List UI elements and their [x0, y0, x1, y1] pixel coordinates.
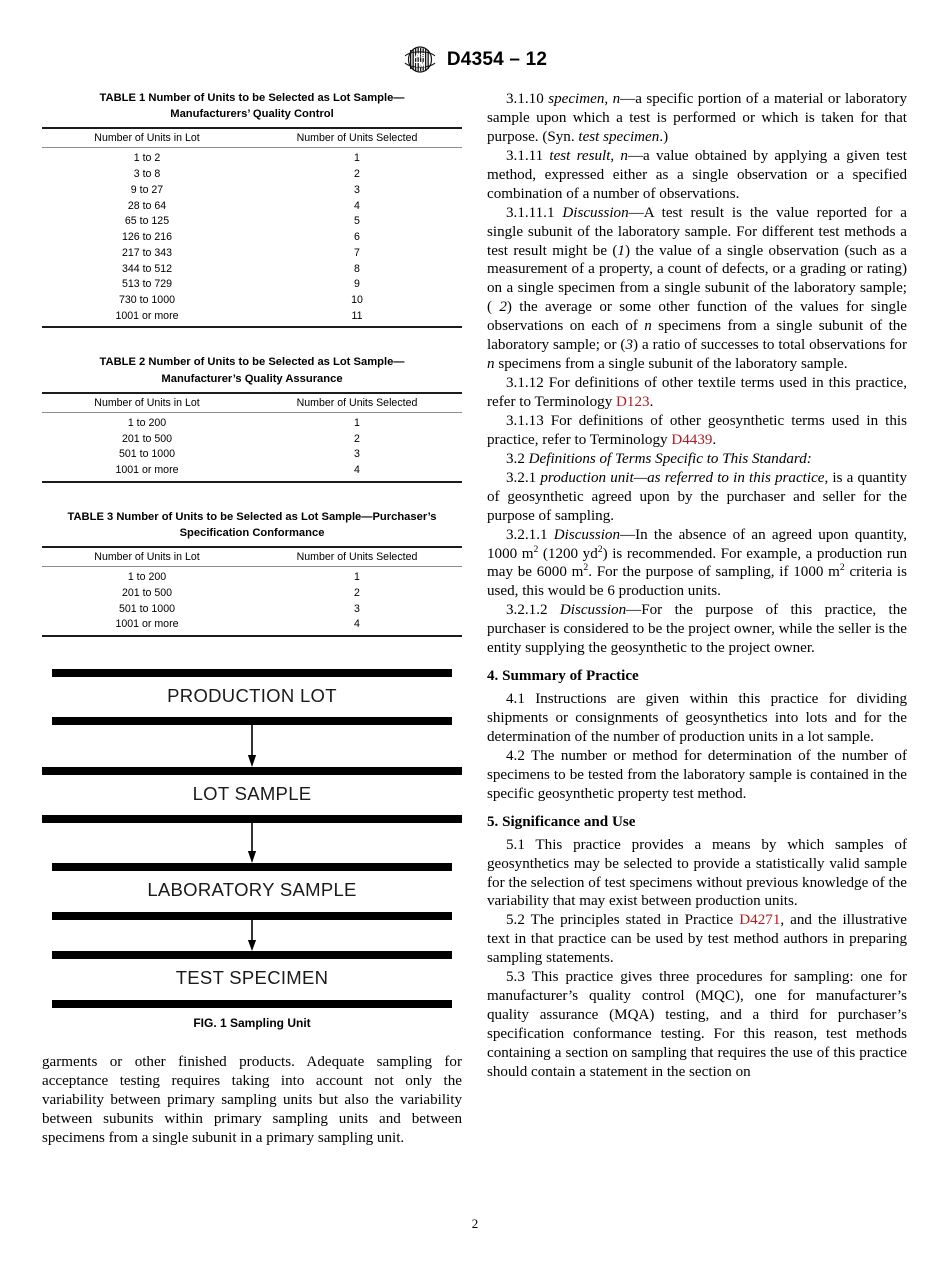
link-d123[interactable]: D123 [616, 394, 650, 410]
term-specimen: specimen, n [548, 91, 621, 107]
cell-units-in-lot: 3 to 8 [133, 168, 161, 181]
figure-1-caption: FIG. 1 Sampling Unit [193, 1015, 311, 1030]
cell-units-in-lot: 1001 or more [115, 618, 179, 631]
term-production-unit: production unit—as referred to in this practice [540, 469, 825, 486]
stage-label-test-specimen: TEST SPECIMEN [175, 966, 329, 988]
left-column [42, 90, 462, 1030]
discussion-text-c: ) is recommended. For example, a production run may be 6000 m [487, 545, 908, 581]
cell-units-selected: 1 [354, 571, 360, 584]
clause-text-b: . [649, 394, 654, 410]
table-3-block [42, 509, 462, 637]
left-column-continuation [42, 1053, 462, 1148]
clause-number: 3.1.11.1 [506, 204, 555, 221]
table-row [42, 230, 462, 246]
table-row [42, 199, 462, 215]
stage-bar-test-specimen-top [52, 951, 452, 959]
table-row [42, 293, 462, 309]
cell-units-in-lot: 344 to 512 [121, 262, 173, 275]
table-row [42, 617, 462, 636]
table-1-block [42, 90, 462, 328]
cell-units-selected: 2 [354, 432, 360, 445]
figure-1-block [42, 663, 462, 1030]
cell-units-in-lot: 1 to 200 [127, 416, 167, 429]
cell-units-selected: 1 [354, 416, 360, 429]
cell-units-in-lot: 217 to 343 [121, 246, 173, 259]
stage-bar-production-lot-top [52, 669, 452, 677]
column-header-units-selected: Number of Units Selected [252, 393, 462, 413]
cell-units-in-lot: 1 to 200 [127, 571, 167, 584]
table-header-row [42, 393, 462, 413]
table-row [42, 447, 462, 463]
cell-units-selected: 6 [354, 231, 360, 244]
paragraph-5-2 [487, 911, 907, 968]
cell-units-selected: 3 [354, 448, 360, 461]
paragraph-4-1 [487, 690, 907, 747]
section-title-definitions: Definitions of Terms Specific to This Standard: [528, 450, 812, 467]
clause-number: 3.2 [506, 450, 525, 467]
enum-3: 3 [625, 337, 634, 354]
discussion-text-b: ) the value of a single observation (such as a measurement of a property, a count of defects, or a grading or rating) on a single specimen from a single subunit of the laboratory sample; ( [487, 242, 907, 316]
superscript-square-1: 2 [533, 543, 539, 555]
table-row [42, 601, 462, 617]
continuation-paragraph: garments or other finished products. Adequate sampling for acceptance testing requires taking into account not only the variability between primary sampling units but also the variability between subunits within primary sampling units and between specimens from a single subunit in a primary sampling unit. [42, 1054, 462, 1146]
stage-bar-test-specimen-bottom [52, 1000, 452, 1008]
table-row [42, 277, 462, 293]
column-header-units-selected: Number of Units Selected [252, 128, 462, 148]
variable-n-2: n [487, 356, 495, 373]
paragraph-3-2 [487, 450, 907, 469]
clause-number: 3.2.1.2 [506, 602, 548, 619]
cell-units-in-lot: 201 to 500 [121, 432, 173, 445]
column-header-units-in-lot: Number of Units in Lot [42, 547, 252, 567]
page-header [0, 46, 950, 73]
table-row [42, 246, 462, 262]
definition-tail: .) [659, 128, 669, 145]
definition-text: —a specific portion of a material or laboratory sample upon which a test is performed or which is taken for that purpose. (Syn. [487, 91, 907, 145]
cell-units-selected: 9 [354, 278, 360, 291]
stage-bar-lot-sample-bottom [42, 815, 462, 823]
cell-units-in-lot: 126 to 216 [121, 231, 173, 244]
paragraph-3-1-11-1 [487, 204, 907, 374]
cell-units-selected: 4 [354, 199, 360, 212]
cell-units-selected: 2 [354, 586, 360, 599]
clause-text-a: For definitions of other geosynthetic terms used in this practice, refer to Terminology [487, 412, 907, 448]
definition-text: , is a quantity of geosynthetic agreed upon by the purchaser and seller for the purpose of sampling. [487, 469, 907, 524]
paragraph-5-1 [487, 836, 907, 912]
definition-text: —a value obtained by applying a given test method, expressed either as a single observation or a specified combination of a number of observations. [487, 147, 907, 202]
discussion-text-c: ) the average or some other function of the values for single observations on each of [487, 299, 907, 335]
enum-1: 1 [617, 242, 625, 259]
cell-units-selected: 7 [354, 246, 360, 259]
cell-units-in-lot: 28 to 64 [127, 199, 167, 212]
table-2-caption: TABLE 2 Number of Units to be Selected as Lot Sample—Manufacturer’s Quality Assurance [99, 356, 405, 385]
paragraph-5-3 [487, 968, 907, 1082]
clause-number: 3.1.13 [506, 412, 544, 429]
stage-label-laboratory-sample: LABORATORY SAMPLE [147, 878, 357, 900]
section-heading-significance-and-use: 5. Significance and Use [487, 813, 636, 830]
paragraph-3-1-13 [487, 412, 907, 450]
svg-text:AS: AS [414, 51, 426, 60]
paragraph-3-2-1 [487, 469, 907, 526]
discussion-text-a: —A test result is the value reported for a single subunit of the laboratory sample. For different test methods a test result might be ( [487, 204, 907, 259]
cell-units-selected: 2 [354, 168, 360, 181]
clause-text-b: . [712, 431, 717, 448]
clause-number: 3.2.1.1 [506, 526, 548, 543]
stage-label-lot-sample: LOT SAMPLE [192, 782, 312, 804]
clause-text-a: For definitions of other textile terms used in this practice, refer to Terminology [487, 375, 907, 410]
discussion-label: Discussion [562, 204, 629, 221]
table-row [42, 567, 462, 586]
table-header-row [42, 128, 462, 148]
clause-text-a: The principles stated in Practice [524, 912, 740, 929]
paragraph-3-2-1-1 [487, 526, 907, 602]
section-heading-summary-of-practice: 4. Summary of Practice [487, 668, 639, 685]
discussion-text: —For the purpose of this practice, the purchaser is considered to be the project owner, while the seller is the entity supplying the geosynthetic to the project owner. [487, 602, 907, 657]
clause-number: 3.1.10 [506, 91, 544, 107]
clause-number: 4.1 [506, 691, 525, 708]
table-1-caption: TABLE 1 Number of Units to be Selected as Lot Sample—Manufacturers’ Quality Control [99, 92, 405, 121]
clause-number: 3.2.1 [506, 469, 537, 486]
clause-number: 3.1.11 [506, 147, 544, 164]
table-row [42, 412, 462, 431]
cell-units-in-lot: 513 to 729 [121, 278, 173, 291]
table-row [42, 431, 462, 447]
figure-1-diagram [42, 663, 462, 1030]
enum-2: 2 [499, 299, 507, 316]
cell-units-in-lot: 501 to 1000 [119, 602, 175, 615]
link-d4439[interactable]: D4439 [671, 431, 713, 448]
svg-text:TM: TM [414, 60, 426, 69]
clause-number: 4.2 [506, 747, 525, 764]
table-3 [42, 546, 462, 637]
superscript-square-4: 2 [839, 562, 845, 574]
clause-text: Instructions are given within this practice for dividing shipments or consignments of geosynthetics into lots and for the determination of the number of production units in a lot sample. [487, 691, 907, 745]
page-number: 2 [471, 1216, 479, 1231]
cell-units-selected: 8 [354, 262, 360, 275]
cell-units-selected: 5 [354, 215, 360, 228]
stage-bar-laboratory-sample-top [52, 863, 452, 871]
cell-units-selected: 11 [351, 309, 363, 322]
discussion-text-d: . For the purpose of sampling, if 1000 m [588, 564, 840, 581]
paragraph-3-1-12 [487, 374, 907, 412]
cell-units-selected: 3 [354, 602, 360, 615]
clause-text: The number or method for determination of the number of specimens to be tested from the laboratory sample is contained in the specific geosynthetic property test method. [487, 747, 907, 802]
discussion-label: Discussion [559, 602, 627, 619]
table-1 [42, 127, 462, 328]
superscript-square-2: 2 [597, 543, 603, 555]
clause-text: This practice provides a means by which samples of geosynthetics may be selected to provide a statistically valid sample for the selection of test specimens without previous knowledge of the variability that may exist between production units. [487, 836, 907, 910]
stage-bar-lot-sample-top [42, 767, 462, 775]
variable-n-1: n [644, 318, 652, 335]
table-header-row [42, 547, 462, 567]
paragraph-3-1-11 [487, 147, 907, 204]
cell-units-selected: 3 [354, 183, 360, 196]
cell-units-in-lot: 201 to 500 [121, 586, 173, 599]
clause-number: 5.2 [506, 912, 525, 929]
table-row [42, 309, 462, 328]
astm-seal-icon [403, 46, 437, 73]
cell-units-in-lot: 730 to 1000 [119, 294, 175, 307]
clause-number: 5.1 [506, 836, 525, 853]
table-row [42, 167, 462, 183]
table-row [42, 463, 462, 482]
clause-text: This practice gives three procedures for sampling: one for manufacturer’s quality control (MQC), one for manufacturer’s quality assurance (MQA) testing, and a third for purchaser’s specification conformance testing. For this reason, test methods containing a section on sampling that requires the use of this practice should contain a statement in the section on [487, 969, 907, 1080]
discussion-text-d: specimens from a single subunit of the laboratory sample; or ( [487, 318, 908, 354]
discussion-text-a: —In the absence of an agreed upon quantity, 1000 m [487, 526, 907, 562]
column-header-units-selected: Number of Units Selected [252, 547, 462, 567]
table-3-caption: TABLE 3 Number of Units to be Selected as Lot Sample—Purchaser’s Specification Conformance [67, 510, 437, 539]
superscript-square-3: 2 [583, 562, 589, 574]
discussion-text-b: (1200 yd [538, 545, 598, 562]
discussion-label: Discussion [553, 526, 620, 543]
synonym-test-specimen: test specimen [578, 128, 660, 145]
discussion-text-e: criteria is used, this would be 6 production units. [487, 564, 907, 600]
paragraph-4-2 [487, 747, 907, 804]
table-row [42, 148, 462, 167]
table-2 [42, 392, 462, 483]
cell-units-in-lot: 1001 or more [115, 309, 179, 322]
column-header-units-in-lot: Number of Units in Lot [42, 128, 252, 148]
table-row [42, 214, 462, 230]
table-row [42, 183, 462, 199]
table-2-block [42, 354, 462, 482]
cell-units-selected: 1 [354, 152, 360, 165]
stage-label-production-lot: PRODUCTION LOT [167, 684, 337, 706]
stage-bar-production-lot-bottom [52, 717, 452, 725]
term-test-result: test result, n [549, 147, 628, 164]
column-header-units-in-lot: Number of Units in Lot [42, 393, 252, 413]
cell-units-in-lot: 1 to 2 [133, 152, 161, 165]
clause-number: 5.3 [506, 969, 525, 986]
clause-text-b: , and the illustrative text in that practice can be used by test method authors in preparing sampling statements. [487, 912, 908, 967]
cell-units-in-lot: 1001 or more [115, 464, 179, 477]
discussion-text-f: specimens from a single subunit of the laboratory sample. [494, 356, 848, 373]
table-row [42, 262, 462, 278]
document-designation: D4354 – 12 [446, 48, 548, 70]
clause-number: 3.1.12 [506, 375, 544, 392]
cell-units-in-lot: 501 to 1000 [119, 448, 175, 461]
discussion-text-e: ) a ratio of successes to total observations for [633, 337, 907, 354]
paragraph-3-2-1-2 [487, 601, 907, 658]
right-column [487, 90, 907, 1082]
cell-units-in-lot: 65 to 125 [124, 215, 170, 228]
cell-units-selected: 4 [354, 618, 360, 631]
paragraph-3-1-10 [487, 90, 907, 147]
cell-units-selected: 4 [354, 464, 360, 477]
cell-units-selected: 10 [351, 294, 363, 307]
link-d4271[interactable]: D4271 [739, 912, 781, 929]
table-row [42, 586, 462, 602]
cell-units-in-lot: 9 to 27 [130, 183, 164, 196]
